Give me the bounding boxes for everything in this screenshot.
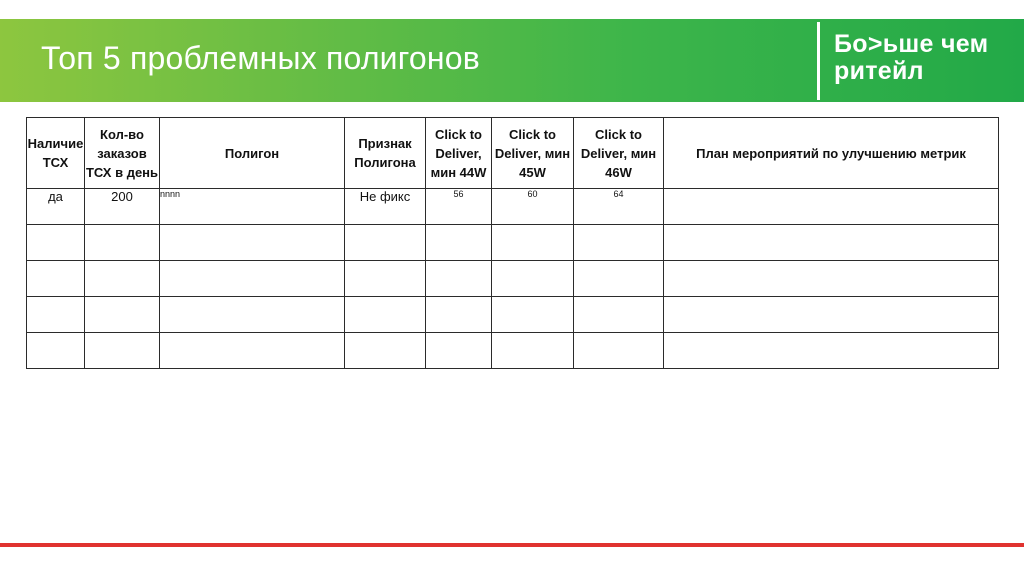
table-cell: да [27, 189, 85, 225]
table-cell [664, 225, 999, 261]
table-cell [27, 333, 85, 369]
header-cell: Click to Deliver, мин 45W [492, 118, 574, 189]
header-cell: Click to Deliver, мин 46W [574, 118, 664, 189]
table-cell: 56 [426, 189, 492, 225]
table-cell [492, 333, 574, 369]
table-cell [492, 225, 574, 261]
table-row [27, 189, 999, 225]
header-cell: Наличие ТСХ [27, 118, 85, 189]
table-cell [574, 225, 664, 261]
table-cell [160, 333, 345, 369]
table-cell [664, 261, 999, 297]
header-cell: Полигон [160, 118, 345, 189]
table-cell: 64 [574, 189, 664, 225]
polygons-table [26, 117, 999, 369]
table-cell [426, 333, 492, 369]
table-cell: 60 [492, 189, 574, 225]
table-cell [27, 261, 85, 297]
table-cell [27, 225, 85, 261]
slide-title: Топ 5 проблемных полигонов [41, 40, 480, 76]
header-cell: Click to Deliver, мин 44W [426, 118, 492, 189]
table-cell: Не фикс [345, 189, 426, 225]
table-cell [664, 333, 999, 369]
logo-line-1: Бо>ьше чем [834, 30, 989, 58]
table-cell [426, 225, 492, 261]
banner-divider [817, 22, 820, 100]
table-row [27, 261, 999, 297]
table-cell [345, 225, 426, 261]
table-cell [27, 297, 85, 333]
header-cell: Кол-во заказов ТСХ в день [85, 118, 160, 189]
table-header-row [27, 118, 999, 189]
table-cell [426, 261, 492, 297]
table-cell [664, 297, 999, 333]
table-cell [85, 261, 160, 297]
table-cell [492, 261, 574, 297]
table-cell [85, 297, 160, 333]
table-cell [85, 225, 160, 261]
table-cell [160, 297, 345, 333]
bottom-accent-line [0, 543, 1024, 547]
table-cell [574, 261, 664, 297]
table-cell [574, 333, 664, 369]
table-cell [345, 261, 426, 297]
table-cell [345, 333, 426, 369]
header-cell: Признак Полигона [345, 118, 426, 189]
table-cell [426, 297, 492, 333]
brand-logo [834, 31, 988, 85]
table-cell: nnnn [160, 189, 345, 225]
table-row [27, 333, 999, 369]
table-cell [492, 297, 574, 333]
table-cell [160, 261, 345, 297]
logo-line-2: ритейл [834, 57, 924, 85]
table-cell [160, 225, 345, 261]
table-cell [345, 297, 426, 333]
table-row [27, 225, 999, 261]
table-cell [574, 297, 664, 333]
table-row [27, 297, 999, 333]
header-cell: План мероприятий по улучшению метрик [664, 118, 999, 189]
table-cell [85, 333, 160, 369]
table-cell [664, 189, 999, 225]
table-cell: 200 [85, 189, 160, 225]
